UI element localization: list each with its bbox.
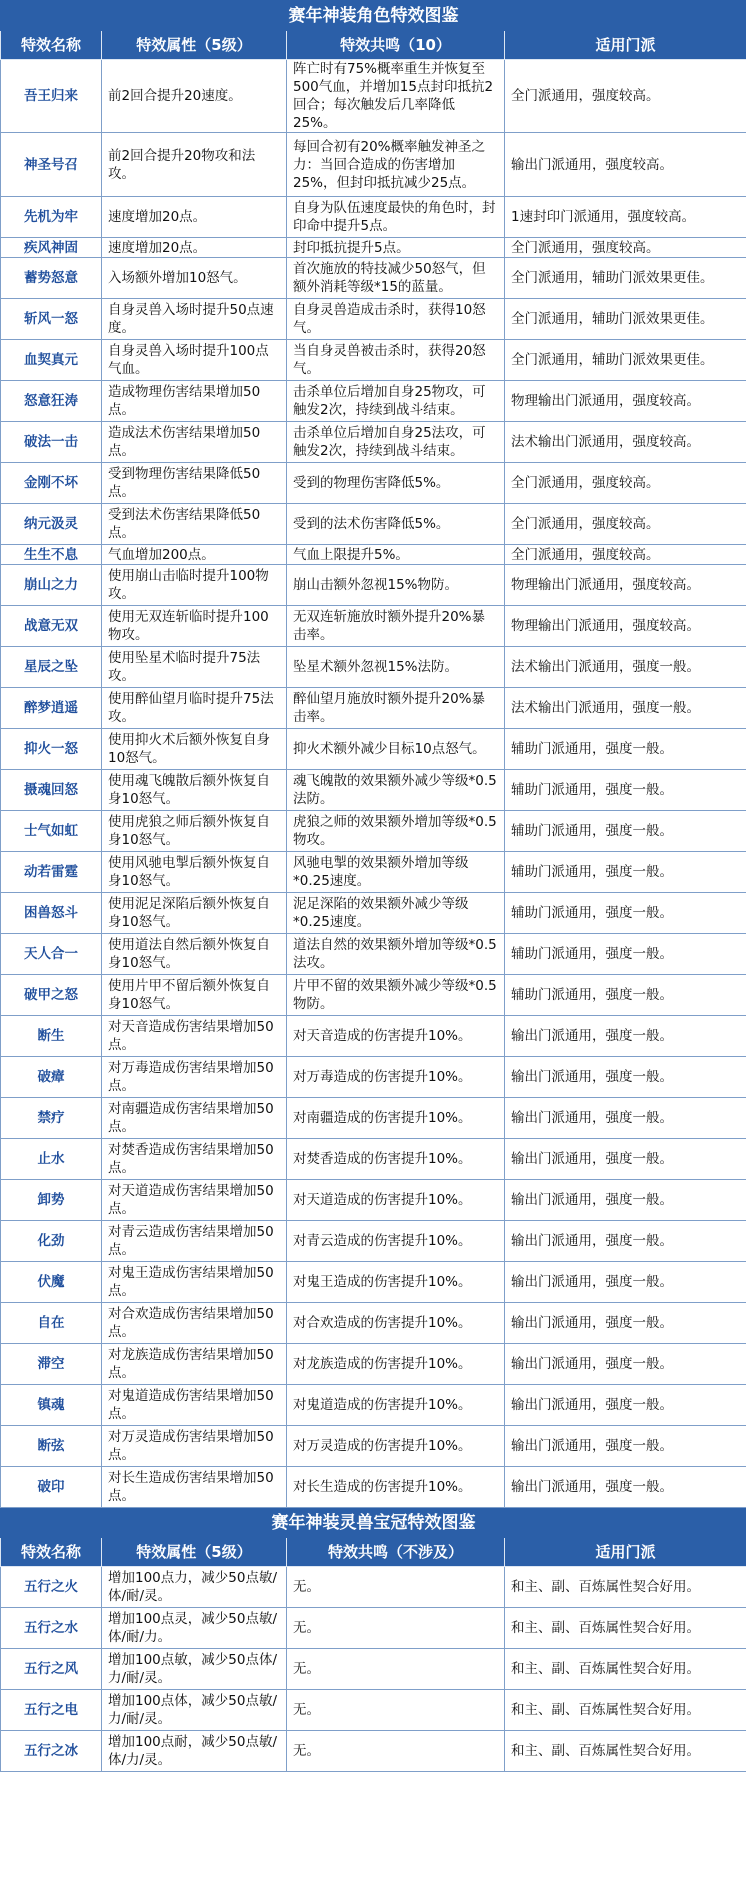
applicable-sect: 辅助门派通用，强度一般。	[505, 852, 746, 893]
effect-resonance: 阵亡时有75%概率重生并恢复至500气血，并增加15点封印抵抗2回合；每次触发后几率降低25%。	[287, 60, 505, 133]
effect-resonance: 对鬼道造成的伤害提升10%。	[287, 1385, 505, 1426]
effect-name: 怒意狂涛	[1, 381, 102, 422]
effect-attribute: 受到物理伤害结果降低50点。	[102, 463, 287, 504]
table-row	[1, 770, 746, 811]
effect-resonance: 对焚香造成的伤害提升10%。	[287, 1139, 505, 1180]
pet-crown-effects-header-cell: 特效属性（5级）	[102, 1538, 287, 1567]
effect-resonance: 无。	[287, 1567, 505, 1608]
effect-name: 五行之火	[1, 1567, 102, 1608]
effect-resonance: 片甲不留的效果额外减少等级*0.5物防。	[287, 975, 505, 1016]
effect-name: 动若雷霆	[1, 852, 102, 893]
effect-name: 吾王归来	[1, 60, 102, 133]
effect-name: 金刚不坏	[1, 463, 102, 504]
effect-name: 斩风一怒	[1, 299, 102, 340]
effect-resonance: 每回合初有20%概率触发神圣之力：当回合造成的伤害增加25%，但封印抵抗减少25点。	[287, 133, 505, 197]
table-row	[1, 381, 746, 422]
effect-resonance: 无。	[287, 1649, 505, 1690]
effect-attribute: 受到法术伤害结果降低50点。	[102, 504, 287, 545]
effect-resonance: 受到的法术伤害降低5%。	[287, 504, 505, 545]
effect-name: 破甲之怒	[1, 975, 102, 1016]
applicable-sect: 全门派通用，强度较高。	[505, 463, 746, 504]
table-row	[1, 1262, 746, 1303]
character-effects-header-cell: 特效共鸣（10）	[287, 31, 505, 60]
effect-attribute: 速度增加20点。	[102, 197, 287, 238]
table-row	[1, 565, 746, 606]
table-row	[1, 893, 746, 934]
applicable-sect: 输出门派通用，强度较高。	[505, 133, 746, 197]
applicable-sect: 全门派通用，辅助门派效果更佳。	[505, 299, 746, 340]
effect-name: 醉梦逍遥	[1, 688, 102, 729]
effect-resonance: 击杀单位后增加自身25物攻，可触发2次，持续到战斗结束。	[287, 381, 505, 422]
effect-attribute: 使用道法自然后额外恢复自身10怒气。	[102, 934, 287, 975]
effect-attribute: 使用抑火术后额外恢复自身10怒气。	[102, 729, 287, 770]
applicable-sect: 辅助门派通用，强度一般。	[505, 770, 746, 811]
effect-attribute: 入场额外增加10怒气。	[102, 258, 287, 299]
applicable-sect: 辅助门派通用，强度一般。	[505, 975, 746, 1016]
table-row	[1, 811, 746, 852]
effect-resonance: 醉仙望月施放时额外提升20%暴击率。	[287, 688, 505, 729]
applicable-sect: 和主、副、百炼属性契合好用。	[505, 1731, 746, 1772]
table-row	[1, 504, 746, 545]
effect-attribute: 对合欢造成伤害结果增加50点。	[102, 1303, 287, 1344]
applicable-sect: 全门派通用，强度较高。	[505, 504, 746, 545]
table-row	[1, 1426, 746, 1467]
table-row	[1, 1016, 746, 1057]
effect-attribute: 对鬼道造成伤害结果增加50点。	[102, 1385, 287, 1426]
effect-attribute: 增加100点敏，减少50点体/力/耐/灵。	[102, 1649, 287, 1690]
effect-name: 镇魂	[1, 1385, 102, 1426]
effect-name: 抑火一怒	[1, 729, 102, 770]
applicable-sect: 物理输出门派通用，强度较高。	[505, 381, 746, 422]
effect-resonance: 对南疆造成的伤害提升10%。	[287, 1098, 505, 1139]
effect-attribute: 造成法术伤害结果增加50点。	[102, 422, 287, 463]
effect-name: 伏魔	[1, 1262, 102, 1303]
effect-resonance: 虎狼之师的效果额外增加等级*0.5物攻。	[287, 811, 505, 852]
effect-resonance: 无。	[287, 1690, 505, 1731]
effect-name: 禁疗	[1, 1098, 102, 1139]
effect-attribute: 对南疆造成伤害结果增加50点。	[102, 1098, 287, 1139]
applicable-sect: 和主、副、百炼属性契合好用。	[505, 1690, 746, 1731]
effect-name: 五行之风	[1, 1649, 102, 1690]
effect-name: 摄魂回怒	[1, 770, 102, 811]
effect-attribute: 自身灵兽入场时提升50点速度。	[102, 299, 287, 340]
effect-attribute: 对天音造成伤害结果增加50点。	[102, 1016, 287, 1057]
table-row	[1, 422, 746, 463]
effect-name: 五行之水	[1, 1608, 102, 1649]
effect-resonance: 封印抵抗提升5点。	[287, 238, 505, 258]
applicable-sect: 法术输出门派通用，强度较高。	[505, 422, 746, 463]
applicable-sect: 输出门派通用，强度一般。	[505, 1221, 746, 1262]
table-row	[1, 1344, 746, 1385]
pet-crown-effects-header-cell: 特效共鸣（不涉及）	[287, 1538, 505, 1567]
character-effects-header-cell: 特效属性（5级）	[102, 31, 287, 60]
effect-attribute: 前2回合提升20速度。	[102, 60, 287, 133]
applicable-sect: 输出门派通用，强度一般。	[505, 1344, 746, 1385]
effect-attribute: 使用风驰电掣后额外恢复自身10怒气。	[102, 852, 287, 893]
effect-resonance: 崩山击额外忽视15%物防。	[287, 565, 505, 606]
effect-resonance: 自身灵兽造成击杀时，获得10怒气。	[287, 299, 505, 340]
applicable-sect: 输出门派通用，强度一般。	[505, 1303, 746, 1344]
effect-name: 先机为牢	[1, 197, 102, 238]
applicable-sect: 辅助门派通用，强度一般。	[505, 934, 746, 975]
table-row	[1, 545, 746, 565]
character-effects-title: 赛年神装角色特效图鉴	[1, 1, 746, 31]
applicable-sect: 输出门派通用，强度一般。	[505, 1385, 746, 1426]
table-row	[1, 258, 746, 299]
effect-name: 五行之电	[1, 1690, 102, 1731]
applicable-sect: 全门派通用，辅助门派效果更佳。	[505, 258, 746, 299]
effect-resonance: 风驰电掣的效果额外增加等级*0.25速度。	[287, 852, 505, 893]
effect-attribute: 速度增加20点。	[102, 238, 287, 258]
applicable-sect: 输出门派通用，强度一般。	[505, 1467, 746, 1508]
effect-resonance: 无双连斩施放时额外提升20%暴击率。	[287, 606, 505, 647]
table-row	[1, 688, 746, 729]
applicable-sect: 输出门派通用，强度一般。	[505, 1180, 746, 1221]
table-row	[1, 1139, 746, 1180]
effect-attribute: 增加100点灵，减少50点敏/体/耐/力。	[102, 1608, 287, 1649]
effect-resonance: 当自身灵兽被击杀时，获得20怒气。	[287, 340, 505, 381]
applicable-sect: 法术输出门派通用，强度一般。	[505, 688, 746, 729]
effect-attribute: 使用醉仙望月临时提升75法攻。	[102, 688, 287, 729]
effect-resonance: 对长生造成的伤害提升10%。	[287, 1467, 505, 1508]
effect-resonance: 魂飞魄散的效果额外减少等级*0.5法防。	[287, 770, 505, 811]
applicable-sect: 全门派通用，强度较高。	[505, 545, 746, 565]
effect-name: 困兽怒斗	[1, 893, 102, 934]
effect-resonance: 首次施放的特技减少50怒气，但额外消耗等级*15的蓝量。	[287, 258, 505, 299]
effect-resonance: 无。	[287, 1731, 505, 1772]
table-row	[1, 1467, 746, 1508]
effect-resonance: 道法自然的效果额外增加等级*0.5法攻。	[287, 934, 505, 975]
effect-attribute: 气血增加200点。	[102, 545, 287, 565]
effect-name: 断弦	[1, 1426, 102, 1467]
pet-crown-effects-header-cell: 特效名称	[1, 1538, 102, 1567]
effect-attribute: 使用虎狼之师后额外恢复自身10怒气。	[102, 811, 287, 852]
effect-name: 生生不息	[1, 545, 102, 565]
applicable-sect: 物理输出门派通用，强度较高。	[505, 606, 746, 647]
table-row	[1, 299, 746, 340]
effect-attribute: 对鬼王造成伤害结果增加50点。	[102, 1262, 287, 1303]
effect-resonance: 气血上限提升5%。	[287, 545, 505, 565]
applicable-sect: 和主、副、百炼属性契合好用。	[505, 1567, 746, 1608]
effect-resonance: 坠星术额外忽视15%法防。	[287, 647, 505, 688]
table-row	[1, 1385, 746, 1426]
effect-name: 战意无双	[1, 606, 102, 647]
effect-attribute: 使用坠星术临时提升75法攻。	[102, 647, 287, 688]
effect-resonance: 抑火术额外减少目标10点怒气。	[287, 729, 505, 770]
table-row	[1, 1690, 746, 1731]
effect-name: 蓄势怒意	[1, 258, 102, 299]
table-row	[1, 463, 746, 504]
applicable-sect: 全门派通用，辅助门派效果更佳。	[505, 340, 746, 381]
effect-resonance: 对万灵造成的伤害提升10%。	[287, 1426, 505, 1467]
effect-name: 破瘴	[1, 1057, 102, 1098]
effect-attribute: 使用魂飞魄散后额外恢复自身10怒气。	[102, 770, 287, 811]
table-row	[1, 1649, 746, 1690]
table-row	[1, 934, 746, 975]
effect-name: 崩山之力	[1, 565, 102, 606]
table-row	[1, 1608, 746, 1649]
effect-resonance: 对天道造成的伤害提升10%。	[287, 1180, 505, 1221]
table-row	[1, 975, 746, 1016]
character-effects-header-row	[1, 31, 746, 60]
applicable-sect: 和主、副、百炼属性契合好用。	[505, 1608, 746, 1649]
effect-attribute: 增加100点耐，减少50点敏/体/力/灵。	[102, 1731, 287, 1772]
table-row	[1, 1221, 746, 1262]
effect-resonance: 击杀单位后增加自身25法攻，可触发2次，持续到战斗结束。	[287, 422, 505, 463]
applicable-sect: 输出门派通用，强度一般。	[505, 1139, 746, 1180]
applicable-sect: 辅助门派通用，强度一般。	[505, 811, 746, 852]
effect-attribute: 使用片甲不留后额外恢复自身10怒气。	[102, 975, 287, 1016]
applicable-sect: 1速封印门派通用，强度较高。	[505, 197, 746, 238]
effect-attribute: 前2回合提升20物攻和法攻。	[102, 133, 287, 197]
table-row	[1, 729, 746, 770]
table-row	[1, 606, 746, 647]
applicable-sect: 辅助门派通用，强度一般。	[505, 729, 746, 770]
applicable-sect: 法术输出门派通用，强度一般。	[505, 647, 746, 688]
effect-attribute: 使用无双连斩临时提升100物攻。	[102, 606, 287, 647]
applicable-sect: 全门派通用，强度较高。	[505, 238, 746, 258]
effect-name: 疾风神固	[1, 238, 102, 258]
character-effects-header-cell: 适用门派	[505, 31, 746, 60]
table-row	[1, 1303, 746, 1344]
effect-resonance: 自身为队伍速度最快的角色时，封印命中提升5点。	[287, 197, 505, 238]
pet-crown-effects-header-cell: 适用门派	[505, 1538, 746, 1567]
table-row	[1, 1057, 746, 1098]
effect-resonance: 对合欢造成的伤害提升10%。	[287, 1303, 505, 1344]
table-row	[1, 852, 746, 893]
effect-resonance: 对龙族造成的伤害提升10%。	[287, 1344, 505, 1385]
table-row	[1, 340, 746, 381]
effect-name: 士气如虹	[1, 811, 102, 852]
effect-attribute: 增加100点力，减少50点敏/体/耐/灵。	[102, 1567, 287, 1608]
effect-attribute: 对万毒造成伤害结果增加50点。	[102, 1057, 287, 1098]
effect-attribute: 自身灵兽入场时提升100点气血。	[102, 340, 287, 381]
effect-name: 止水	[1, 1139, 102, 1180]
effect-attribute: 使用泥足深陷后额外恢复自身10怒气。	[102, 893, 287, 934]
applicable-sect: 输出门派通用，强度一般。	[505, 1057, 746, 1098]
effect-name: 化劲	[1, 1221, 102, 1262]
pet-crown-effects-header-row	[1, 1538, 746, 1567]
effect-name: 断生	[1, 1016, 102, 1057]
table-row	[1, 647, 746, 688]
pet-crown-effects-title-row	[1, 1508, 746, 1538]
effect-attribute: 对天道造成伤害结果增加50点。	[102, 1180, 287, 1221]
effect-resonance: 对青云造成的伤害提升10%。	[287, 1221, 505, 1262]
effect-name: 纳元汲灵	[1, 504, 102, 545]
effect-name: 滞空	[1, 1344, 102, 1385]
table-row	[1, 238, 746, 258]
table-row	[1, 197, 746, 238]
table-row	[1, 1567, 746, 1608]
effect-name: 五行之冰	[1, 1731, 102, 1772]
applicable-sect: 全门派通用，强度较高。	[505, 60, 746, 133]
effect-name: 破印	[1, 1467, 102, 1508]
effect-attribute: 使用崩山击临时提升100物攻。	[102, 565, 287, 606]
effect-attribute: 对万灵造成伤害结果增加50点。	[102, 1426, 287, 1467]
effect-attribute: 对青云造成伤害结果增加50点。	[102, 1221, 287, 1262]
effect-name: 神圣号召	[1, 133, 102, 197]
effect-name: 卸势	[1, 1180, 102, 1221]
effect-name: 天人合一	[1, 934, 102, 975]
effect-attribute: 对长生造成伤害结果增加50点。	[102, 1467, 287, 1508]
applicable-sect: 和主、副、百炼属性契合好用。	[505, 1649, 746, 1690]
effect-attribute: 对焚香造成伤害结果增加50点。	[102, 1139, 287, 1180]
effect-resonance: 对鬼王造成的伤害提升10%。	[287, 1262, 505, 1303]
table-row	[1, 133, 746, 197]
table-row	[1, 1098, 746, 1139]
effect-name: 破法一击	[1, 422, 102, 463]
effect-resonance: 对万毒造成的伤害提升10%。	[287, 1057, 505, 1098]
effect-name: 星辰之坠	[1, 647, 102, 688]
effect-attribute: 对龙族造成伤害结果增加50点。	[102, 1344, 287, 1385]
pet-crown-effects-title: 赛年神装灵兽宝冠特效图鉴	[1, 1508, 746, 1538]
effect-attribute: 增加100点体，减少50点敏/力/耐/灵。	[102, 1690, 287, 1731]
applicable-sect: 输出门派通用，强度一般。	[505, 1262, 746, 1303]
effects-table-body	[1, 1, 746, 1772]
applicable-sect: 物理输出门派通用，强度较高。	[505, 565, 746, 606]
table-row	[1, 60, 746, 133]
character-effects-title-row	[1, 1, 746, 31]
applicable-sect: 输出门派通用，强度一般。	[505, 1098, 746, 1139]
effect-name: 自在	[1, 1303, 102, 1344]
effect-resonance: 受到的物理伤害降低5%。	[287, 463, 505, 504]
table-row	[1, 1731, 746, 1772]
effect-name: 血契真元	[1, 340, 102, 381]
applicable-sect: 辅助门派通用，强度一般。	[505, 893, 746, 934]
effect-resonance: 对天音造成的伤害提升10%。	[287, 1016, 505, 1057]
table-row	[1, 1180, 746, 1221]
applicable-sect: 输出门派通用，强度一般。	[505, 1426, 746, 1467]
character-effects-header-cell: 特效名称	[1, 31, 102, 60]
applicable-sect: 输出门派通用，强度一般。	[505, 1016, 746, 1057]
effect-resonance: 无。	[287, 1608, 505, 1649]
effect-attribute: 造成物理伤害结果增加50点。	[102, 381, 287, 422]
effect-resonance: 泥足深陷的效果额外减少等级*0.25速度。	[287, 893, 505, 934]
